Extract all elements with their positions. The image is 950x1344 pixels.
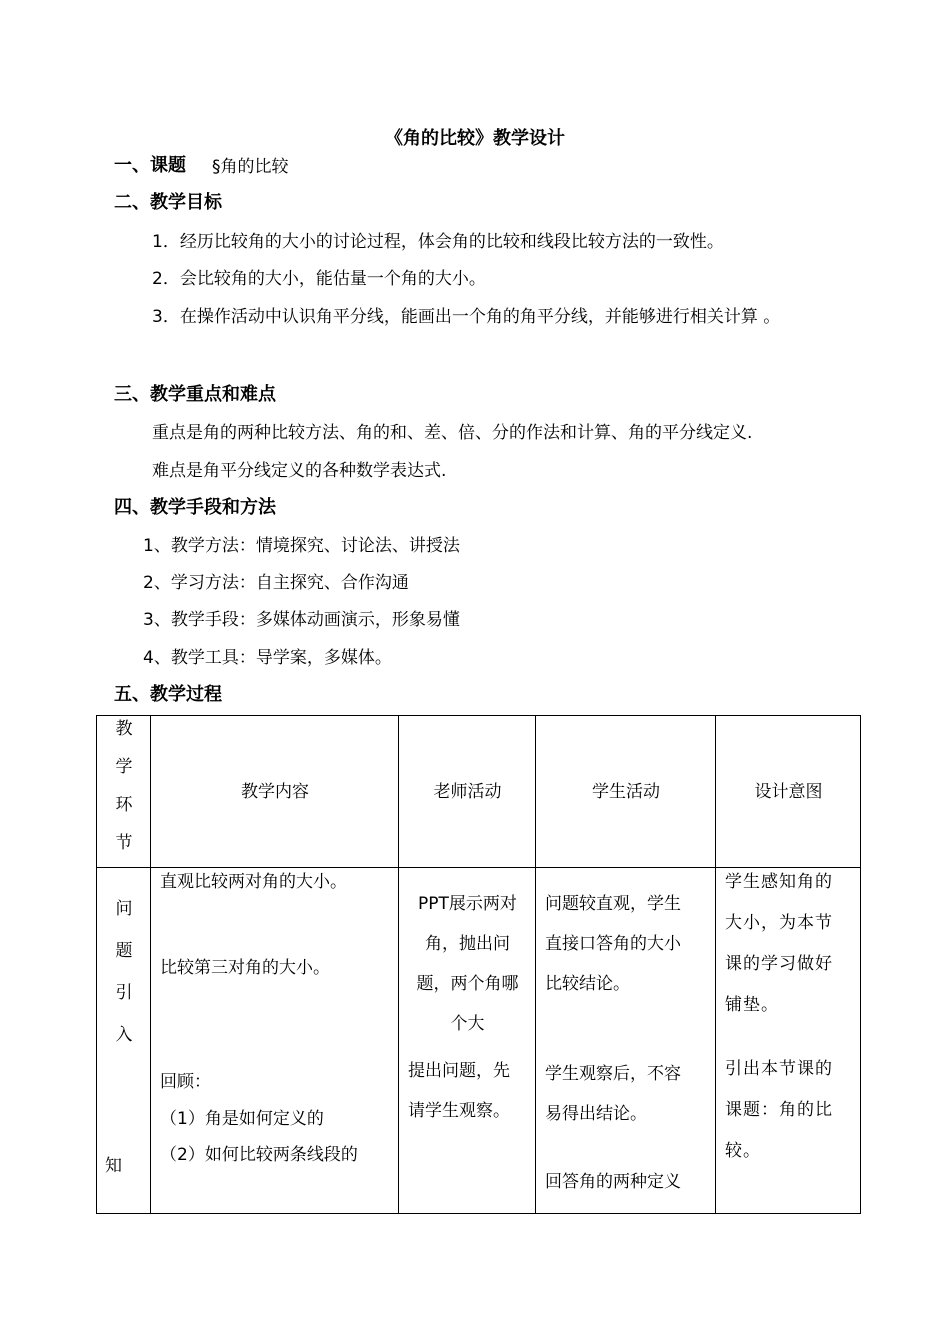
section2-heading: 二、教学目标 (114, 192, 222, 213)
section5-heading: 五、教学过程 (114, 684, 222, 705)
header-stage-char: 节 (115, 833, 133, 853)
header-content: 教学内容 (151, 716, 399, 868)
objective-item: 3．在操作活动中认识角平分线，能画出一个角的角平分线，并能够进行相关计算 。 (152, 307, 781, 327)
method-item: 2、学习方法：自主探究、合作沟通 (143, 573, 409, 593)
section1-heading: 一、课题 (114, 155, 186, 176)
intent-line: 铺垫。 (725, 995, 779, 1015)
stage-char: 题 (115, 941, 133, 961)
header-intent: 设计意图 (716, 716, 861, 868)
teacher-line: 提出问题，先 (408, 1061, 510, 1081)
intent-line: 引出本节课的 (725, 1059, 833, 1079)
content-line: （2）如何比较两条线段的 (160, 1145, 358, 1165)
student-line: 回答角的两种定义 (545, 1172, 681, 1192)
method-item: 1、教学方法：情境探究、讨论法、讲授法 (143, 536, 460, 556)
header-stage (97, 716, 151, 868)
key-point: 重点是角的两种比较方法、角的和、差、倍、分的作法和计算、角的平分线定义. (152, 423, 753, 443)
section3-heading: 三、教学重点和难点 (114, 384, 276, 405)
stage-char: 引 (115, 983, 133, 1003)
content-line: 回顾： (160, 1072, 211, 1092)
row-intent (716, 868, 861, 1214)
teaching-process-table (96, 715, 861, 1214)
row-student (536, 868, 716, 1214)
student-line: 比较结论。 (545, 974, 630, 994)
header-teacher: 老师活动 (399, 716, 536, 868)
header-stage-char: 教 (115, 719, 133, 739)
stage-char: 知 (105, 1156, 122, 1176)
row-stage (97, 868, 151, 1214)
intent-line: 课的学习做好 (725, 954, 833, 974)
header-stage-char: 学 (115, 757, 133, 777)
student-line: 学生观察后，不容 (545, 1064, 681, 1084)
teacher-line: 个大 (450, 1014, 485, 1034)
row-teacher (399, 868, 536, 1214)
stage-char: 入 (115, 1025, 133, 1045)
teacher-line: 题，两个角哪 (416, 974, 519, 994)
teacher-line: 角，抛出问 (425, 934, 510, 954)
intent-line: 学生感知角的 (725, 872, 833, 892)
header-stage-char: 环 (115, 795, 133, 815)
table-row (97, 868, 861, 1214)
intent-line: 较。 (725, 1141, 761, 1161)
intent-line: 课题：角的比 (725, 1100, 833, 1120)
method-item: 3、教学手段：多媒体动画演示，形象易懂 (143, 610, 460, 630)
intent-line: 大小，为本节 (725, 913, 833, 933)
student-line: 问题较直观，学生 (545, 894, 681, 914)
objective-item: 1．经历比较角的大小的讨论过程，体会角的比较和线段比较方法的一致性。 (152, 232, 724, 252)
objective-item: 2．会比较角的大小，能估量一个角的大小。 (152, 269, 486, 289)
section4-heading: 四、教学手段和方法 (114, 497, 276, 518)
difficulty-point: 难点是角平分线定义的各种数学表达式. (152, 461, 447, 481)
row-content (151, 868, 399, 1214)
student-line: 易得出结论。 (545, 1104, 647, 1124)
teacher-line: 请学生观察。 (408, 1101, 510, 1121)
method-item: 4、教学工具：导学案，多媒体。 (143, 648, 392, 668)
topic-value: §角的比较 (212, 157, 289, 177)
header-student: 学生活动 (536, 716, 716, 868)
teacher-line: PPT展示两对 (418, 894, 517, 914)
document-title: 《角的比较》教学设计 (385, 128, 565, 149)
content-line: 比较第三对角的大小。 (160, 958, 330, 978)
content-line: 直观比较两对角的大小。 (160, 872, 347, 892)
student-line: 直接口答角的大小 (545, 934, 681, 954)
table-header-row (97, 716, 861, 868)
content-line: （1）角是如何定义的 (160, 1109, 324, 1129)
stage-char: 问 (115, 899, 133, 919)
